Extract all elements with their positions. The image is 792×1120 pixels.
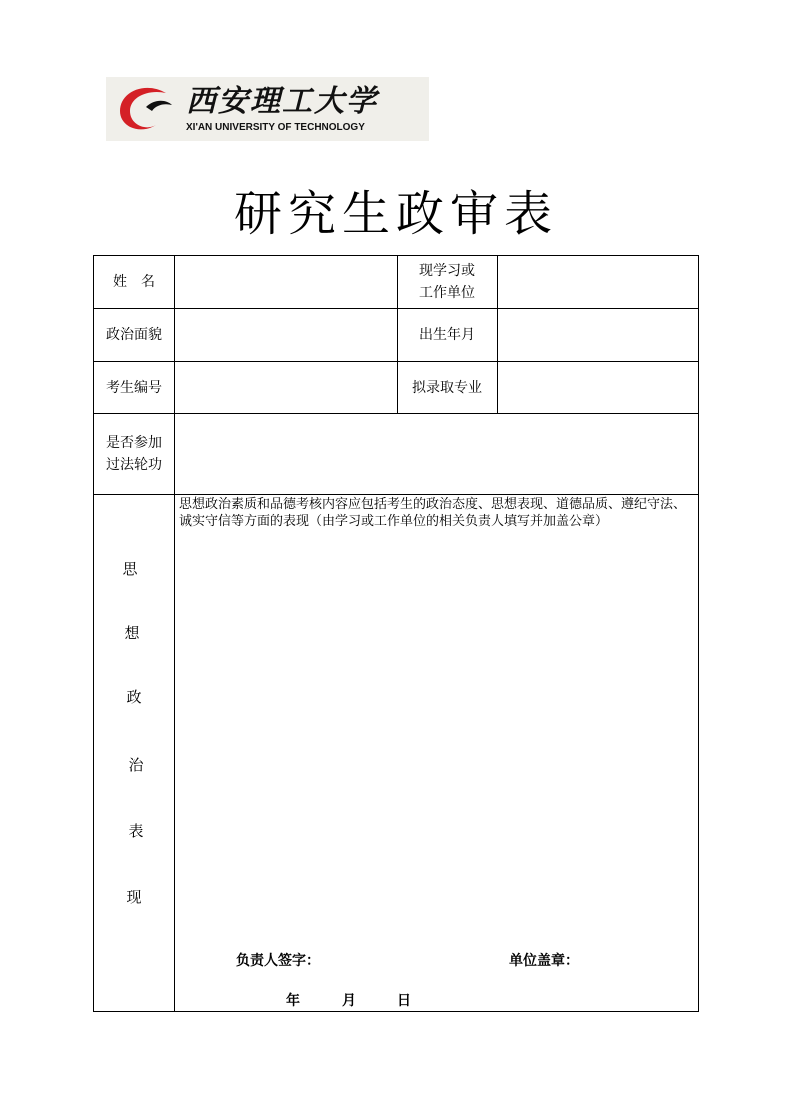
label-political-status-text: 政治面貌 xyxy=(106,327,162,343)
logo-name-en: XI'AN UNIVERSITY OF TECHNOLOGY xyxy=(186,122,365,133)
seal-label: 单位盖章： xyxy=(509,953,579,969)
label-workplace-line1: 现学习或 xyxy=(419,263,475,279)
date-year-label: 年 xyxy=(286,993,300,1009)
label-falungong-line2: 过法轮功 xyxy=(106,457,162,473)
label-birth-date xyxy=(397,309,497,361)
vertical-char: 治 xyxy=(128,756,144,774)
label-political-status xyxy=(94,309,174,361)
date-day-label: 日 xyxy=(397,993,411,1009)
section-label-political-performance xyxy=(94,494,174,1012)
label-admitted-major-text: 拟录取专业 xyxy=(412,379,482,396)
political-performance-field[interactable] xyxy=(175,536,698,936)
workplace-field[interactable] xyxy=(498,256,698,308)
label-workplace-line2: 工作单位 xyxy=(419,285,475,301)
row-divider xyxy=(94,494,698,495)
candidate-number-field[interactable] xyxy=(175,362,397,413)
label-falungong xyxy=(94,414,174,494)
label-name xyxy=(94,256,174,308)
review-form-table xyxy=(93,255,699,1012)
label-birth-date-text: 出生年月 xyxy=(419,327,475,343)
label-admitted-major xyxy=(397,362,497,413)
name-field[interactable] xyxy=(175,256,397,308)
admitted-major-field[interactable] xyxy=(498,362,698,413)
date-month-label: 月 xyxy=(342,993,356,1009)
university-logo xyxy=(106,77,429,141)
label-falungong-line1: 是否参加 xyxy=(106,435,162,451)
vertical-char: 思 xyxy=(122,560,138,578)
vertical-char: 想 xyxy=(124,624,140,642)
vertical-char: 表 xyxy=(128,822,144,840)
label-workplace xyxy=(397,256,497,308)
label-candidate-number-text: 考生编号 xyxy=(106,379,162,396)
label-candidate-number xyxy=(94,362,174,413)
label-name-text: 姓 名 xyxy=(113,274,155,290)
signature-label: 负责人签字： xyxy=(236,953,320,969)
vertical-char: 政 xyxy=(126,688,142,706)
logo-name-cn: 西安理工大学 xyxy=(186,84,378,119)
logo-swirl-icon xyxy=(106,77,186,141)
falungong-field[interactable] xyxy=(175,414,698,494)
vertical-char: 现 xyxy=(126,888,142,906)
birth-date-field[interactable] xyxy=(498,309,698,361)
form-title: 研究生政审表 xyxy=(233,186,558,242)
political-status-field[interactable] xyxy=(175,309,397,361)
section-instructions: 思想政治素质和品德考核内容应包括考生的政治态度、思想表现、道德品质、遵纪守法、诚实守信等方面的表现（由学习或工作单位的相关负责人填写并加盖公章） xyxy=(179,497,687,529)
